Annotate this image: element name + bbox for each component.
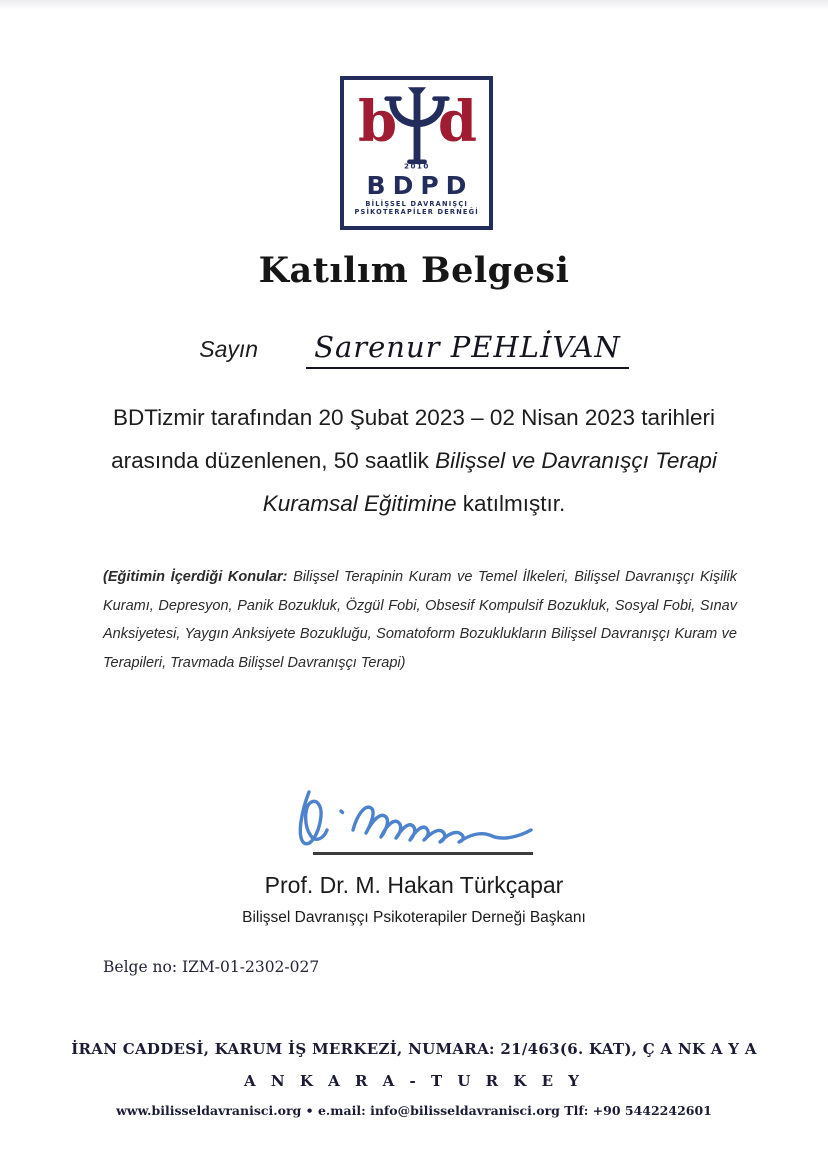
footer-address-line1: İRAN CADDESİ, KARUM İŞ MERKEZİ, NUMARA: 21/463(6. KAT), Ç A NK A Y A (71, 1040, 757, 1058)
certificate-title: Katılım Belgesi (258, 250, 570, 291)
logo-letter-d: d (437, 89, 477, 155)
signature-line (313, 852, 533, 855)
body-line-2: arasında düzenlenen, 50 saatlik Bilişsel ve Davranışçı Terapi (111, 448, 717, 473)
body-paragraph (94, 396, 734, 525)
recipient-name: Sarenur PEHLİVAN (306, 330, 629, 369)
logo-year: 2010 (403, 162, 430, 171)
signer-name: Prof. Dr. M. Hakan Türkçapar (264, 872, 564, 898)
logo-org-line2: PSİKOTERAPİLER DERNEĞİ (354, 207, 479, 216)
recipient-row (0, 330, 828, 369)
document-number: Belge no: IZM-01-2302-027 (103, 958, 320, 976)
logo-acronym: BDPD (366, 171, 474, 200)
logo-org-name (354, 200, 478, 216)
logo-letter-b: b (358, 89, 398, 155)
topics-label: (Eğitimin İçerdiği Konular: (103, 569, 288, 585)
logo-org-line1: BİLİŞSEL DAVRANIŞÇI (365, 200, 468, 208)
bdpd-logo (340, 76, 493, 230)
salutation: Sayın (199, 336, 259, 362)
logo-monogram (344, 80, 489, 168)
signer-title: Bilişsel Davranışçı Psikoterapiler Derneği Başkanı (242, 909, 586, 926)
psi-icon (379, 83, 455, 169)
footer-address-line2: A N K A R A - T U R K E Y (244, 1072, 584, 1090)
body-line-1: BDTizmir tarafından 20 Şubat 2023 – 02 Nisan 2023 tarihleri (112, 405, 715, 430)
scan-edge-shade (0, 0, 828, 10)
footer-contact-line: www.bilisseldavranisci.org • e.mail: info@bilisseldavranisci.org Tlf: +90 5442242601 (116, 1103, 712, 1118)
topics-text: Bilişsel Terapinin Kuram ve Temel İlkeleri, Bilişsel Davranışçı Kişilik Kuramı, Depresyon, Panik Bozukluk, Özgül Fobi, Obsesif Kompulsif Bozukluk, Sosyal Fobi, Sınav Anksiyetesi, Yaygın Anksiyete Bozukluğu, Somatoform Bozuklukların Bilişsel Davranışçı Kuram ve Terapileri, Travmada Bilişsel Davranışçı Terapi) (103, 569, 737, 671)
topics-paragraph (103, 563, 737, 677)
signature-image (289, 784, 539, 854)
body-line-3: Kuramsal Eğitimine katılmıştır. (262, 491, 566, 516)
